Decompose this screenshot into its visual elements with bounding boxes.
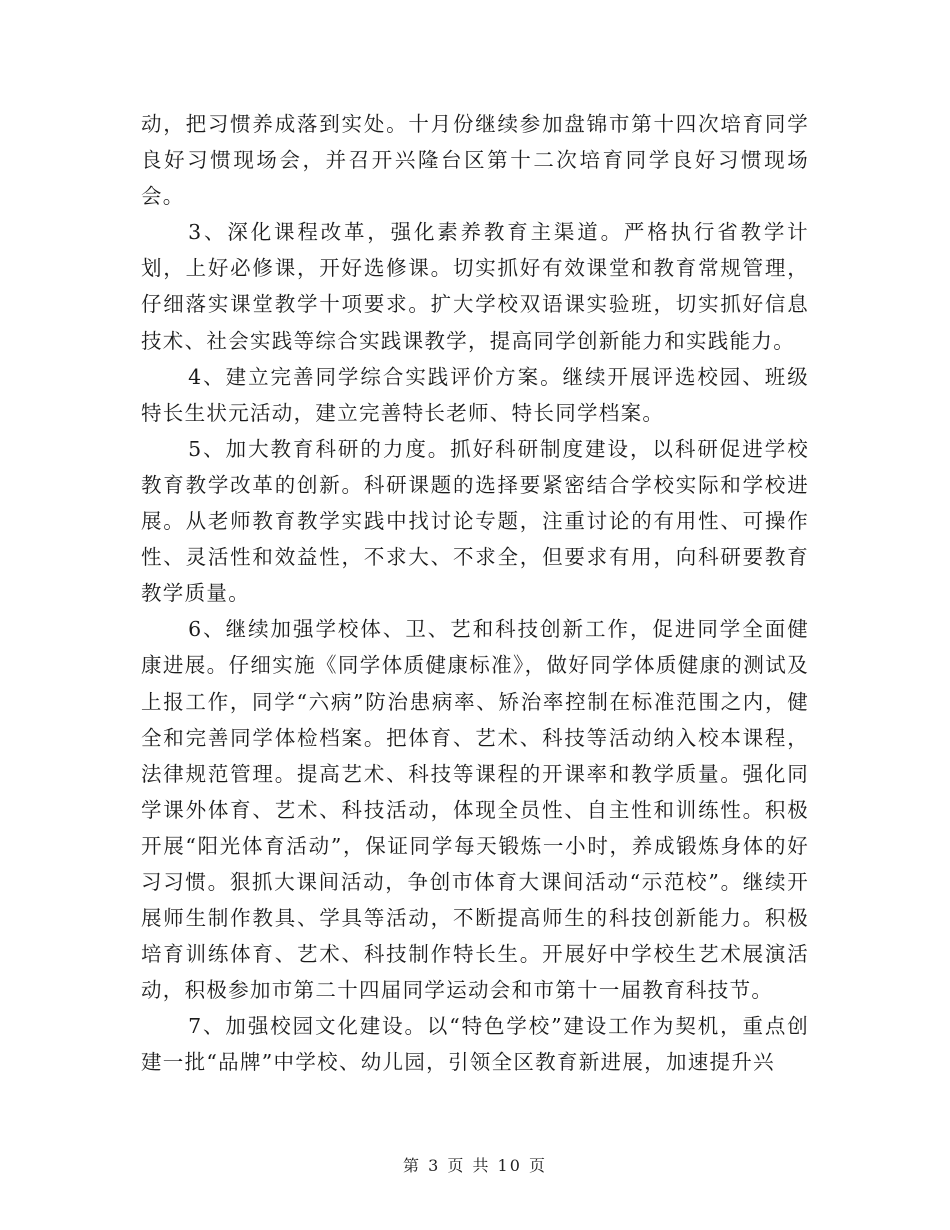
paragraph-item-5: 5、加大教育科研的力度。抓好科研制度建设，以科研促进学校教育教学改革的创新。科研课题的选择要紧密结合学校实际和学校进展。从老师教育教学实践中找讨论专题，注重讨论的有用性、可操作性、灵活性和效益性，不求大、不求全，但要求有用，向科研要教育教学质量。	[141, 436, 809, 606]
document-body	[141, 106, 809, 1081]
paragraph-item-3: 3、深化课程改革，强化素养教育主渠道。严格执行省教学计划，上好必修课，开好选修课。切实抓好有效课堂和教育常规管理，仔细落实课堂教学十项要求。扩大学校双语课实验班，切实抓好信息技术、社会实践等综合实践课教学，提高同学创新能力和实践能力。	[141, 220, 809, 353]
paragraph-continuation: 动，把习惯养成落到实处。十月份继续参加盘锦市第十四次培育同学良好习惯现场会，并召开兴隆台区第十二次培育同学良好习惯现场会。	[141, 112, 809, 209]
page-number-footer: 第 3 页 共 10 页	[403, 1156, 547, 1175]
paragraph-item-4: 4、建立完善同学综合实践评价方案。继续开展评选校园、班级特长生状元活动，建立完善特长老师、特长同学档案。	[141, 364, 809, 425]
paragraph-item-7: 7、加强校园文化建设。以“特色学校”建设工作为契机，重点创建一批“品牌”中学校、幼儿园，引领全区教育新进展，加速提升兴	[141, 1014, 809, 1075]
paragraph-item-6: 6、继续加强学校体、卫、艺和科技创新工作，促进同学全面健康进展。仔细实施《同学体质健康标准》，做好同学体质健康的测试及上报工作，同学“六病”防治患病率、矫治率控制在标准范围之内，健全和完善同学体检档案。把体育、艺术、科技等活动纳入校本课程，法律规范管理。提高艺术、科技等课程的开课率和教学质量。强化同学课外体育、艺术、科技活动，体现全员性、自主性和训练性。积极开展“阳光体育活动”，保证同学每天锻炼一小时，养成锻炼身体的好习习惯。狠抓大课间活动，争创市体育大课间活动“示范校”。继续开展师生制作教具、学具等活动，不断提高师生的科技创新能力。积极培育训练体育、艺术、科技制作特长生。开展好中学校生艺术展演活动，积极参加市第二十四届同学运动会和市第十一届教育科技节。	[141, 617, 809, 1003]
